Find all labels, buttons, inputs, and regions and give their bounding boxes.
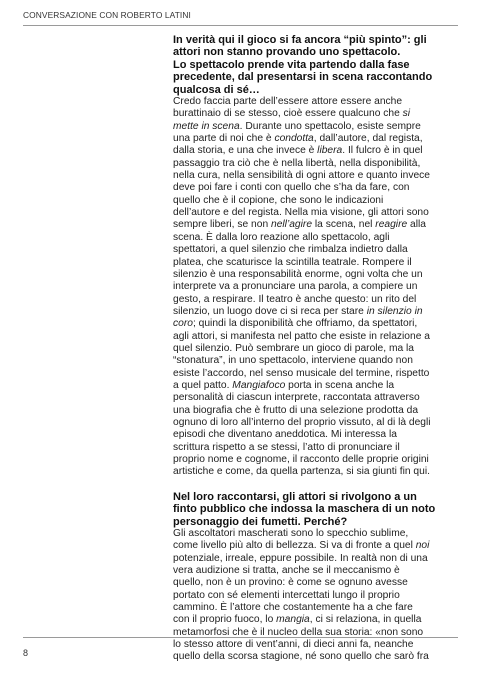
interview-question — [173, 34, 458, 96]
answer-text: , ci si relaziona, in quella — [309, 614, 422, 626]
answer-line — [173, 565, 458, 577]
answer-line — [173, 306, 458, 318]
answer-text: platea, che scaturisce la scintilla teatrale. Rompere il — [173, 256, 412, 268]
answer-line — [173, 133, 458, 145]
answer-line — [173, 195, 458, 207]
italic-text: reagire — [375, 219, 408, 231]
header-rule — [23, 25, 458, 26]
section-gap — [173, 479, 458, 491]
answer-text: personalità di ciascun interprete, raccontata attraverso — [173, 392, 420, 404]
answer-text: interprete va a pronunciare una parola, a compiere un — [173, 281, 418, 293]
italic-text: noi — [415, 540, 430, 552]
italic-text: mette in scena — [173, 120, 240, 132]
question-line: personaggio dei fumetti. Perché? — [173, 515, 348, 528]
answer-text: cammino. È l’attore che costantemente ha a che fare — [173, 601, 413, 613]
answer-text: passaggio tra ciò che è nella libertà, nella disponibilità, — [173, 157, 421, 169]
answer-line — [173, 244, 458, 256]
answer-text: porta in scena anche la — [285, 379, 395, 391]
answer-text: dell’autore e del regista. Nella mia visione, gli attori sono — [173, 207, 429, 219]
answer-text: nella cura, nella sensibilità di ogni attore e quanto invece — [173, 170, 430, 182]
question-line: In verità qui il gioco si fa ancora “più spinto”: gli — [173, 34, 427, 46]
answer-text: silenzio, un luogo dove ci si reca per stare — [173, 305, 367, 317]
answer-line — [173, 614, 458, 626]
interview-question — [173, 491, 458, 528]
italic-text: mangia — [276, 614, 310, 626]
question-line: Lo spettacolo prende vita partendo dalla fase — [173, 58, 410, 71]
answer-line — [173, 553, 458, 565]
question-line: precedente, dal presentarsi in scena raccontando — [173, 71, 433, 84]
answer-text: una biografia che è frutto di una selezione prodotta da — [173, 404, 419, 416]
answer-line — [173, 145, 458, 157]
answer-text: proprio nome e cognome, il racconto delle proprie origini — [173, 454, 429, 465]
interview-column — [173, 34, 458, 664]
answer-line — [173, 121, 458, 133]
italic-text: in silenzio in — [366, 305, 423, 317]
question-line: finto pubblico che indossa la maschera di un noto — [173, 503, 436, 516]
answer-line — [173, 392, 458, 404]
answer-line — [173, 528, 458, 540]
answer-text: metamorfosi che è il nucleo della sua storia: «non sono — [173, 626, 424, 638]
answer-text: Credo faccia parte dell’essere attore essere anche — [173, 96, 403, 108]
answer-line — [173, 257, 458, 269]
answer-text: . Il fulcro è in quel — [342, 145, 423, 157]
answer-line — [173, 170, 458, 182]
answer-line — [173, 158, 458, 170]
answer-text: scena. È dalla loro reazione allo spettacolo, agli — [173, 231, 390, 243]
answer-text: alla — [407, 219, 426, 231]
answer-line — [173, 368, 458, 380]
answer-line — [173, 417, 458, 429]
answer-text: ognuno di loro all’interno del proprio vissuto, al di là degli — [173, 416, 431, 428]
answer-text: artistiche e come, da quella partenza, si sia giunti fin qui. — [173, 466, 430, 478]
answer-text: burattinaio di se stesso, cioè essere qualcuno che — [173, 108, 403, 120]
answer-text: come livello più alto di bellezza. Si va di fronte a quel — [173, 540, 416, 552]
answer-line — [173, 466, 458, 478]
answer-line — [173, 405, 458, 417]
answer-line — [173, 294, 458, 306]
answer-text: sempre liberi, se non — [173, 219, 271, 231]
answer-line — [173, 207, 458, 219]
answer-text: spettatori, a quel silenzio che rimbalza indietro dalla — [173, 244, 408, 256]
answer-line — [173, 639, 458, 651]
answer-text: potenziale, irreale, eppure possibile. In realtà non di una — [173, 552, 428, 564]
italic-text: condotta — [274, 133, 314, 145]
answer-text: quello, non è un provino: è come se ognuno avesse — [173, 577, 408, 589]
footer-rule — [23, 637, 458, 638]
question-line: qualcosa di sé… — [173, 83, 260, 96]
answer-line — [173, 590, 458, 602]
answer-text: dalla storia, e una che invece è — [173, 145, 318, 157]
answer-line — [173, 331, 458, 343]
page-number: 8 — [23, 648, 29, 658]
answer-line — [173, 269, 458, 281]
answer-line — [173, 343, 458, 355]
answer-line — [173, 355, 458, 367]
answer-line — [173, 577, 458, 589]
answer-line — [173, 182, 458, 194]
answer-line — [173, 454, 458, 466]
answer-text: quello che è il copione, che sono le indicazioni — [173, 194, 384, 206]
answer-line — [173, 602, 458, 614]
italic-text: nell’agire — [271, 219, 313, 231]
answer-text: quel silenzio. Può sembrare un gioco di parole, ma la — [173, 342, 415, 354]
answer-text: Gli ascoltatori mascherati sono lo specchio sublime, — [173, 527, 409, 539]
answer-text: . Durante uno spettacolo, esiste sempre — [239, 120, 421, 132]
answer-line — [173, 651, 458, 663]
answer-text: esiste l’accordo, nel senso musicale del termine, rispetto — [173, 367, 430, 379]
answer-text: agli attori, si manifesta nel patto che esiste in relazione a — [173, 330, 430, 342]
running-head: CONVERSAZIONE CON ROBERTO LATINI — [23, 10, 191, 20]
italic-text: si — [402, 108, 411, 120]
italic-text: libera — [317, 145, 343, 157]
answer-line — [173, 318, 458, 330]
answer-text: lo stesso attore di vent’anni, di dieci anni fa, neanche — [173, 639, 414, 650]
answer-text: gesto, a respirare. Il teatro è anche questo: un rito del — [173, 293, 417, 305]
answer-line — [173, 281, 458, 293]
answer-text: la scena, nel — [312, 219, 376, 231]
answer-text: con il proprio fuoco, lo — [173, 614, 277, 626]
answer-line — [173, 540, 458, 552]
question-line: attori non stanno provando uno spettacolo. — [173, 46, 401, 59]
italic-text: Mangiafoco — [232, 379, 286, 391]
answer-line — [173, 442, 458, 454]
answer-line — [173, 429, 458, 441]
answer-text: scrittura rispetto a se stessi, l’atto di pronunciare il — [173, 441, 400, 453]
answer-text: “stonatura”, in uno spettacolo, interviene quando non — [173, 355, 413, 367]
answer-line — [173, 380, 458, 392]
answer-text: quello della scorsa stagione, né sono quello che sarò fra — [173, 651, 429, 663]
interview-answer — [173, 96, 458, 479]
answer-line — [173, 108, 458, 120]
question-line: Nel loro raccontarsi, gli attori si rivolgono a un — [173, 490, 417, 503]
answer-text: ; quindi la disponibilità che offriamo, da spettatori, — [192, 318, 418, 330]
answer-text: a quel patto. — [173, 379, 233, 391]
answer-line — [173, 219, 458, 231]
answer-line — [173, 232, 458, 244]
answer-text: deve poi fare i conti con quello che s’ha da fare, con — [173, 182, 410, 194]
interview-answer — [173, 528, 458, 664]
answer-text: episodi che diventano aneddotica. Mi interessa la — [173, 429, 397, 441]
answer-text: una parte di noi che è — [173, 133, 275, 145]
italic-text: coro — [173, 318, 193, 330]
answer-line — [173, 96, 458, 108]
answer-text: , dall’autore, dal regista, — [313, 133, 423, 145]
answer-text: vera audizione si tratta, anche se il meccanismo è — [173, 564, 400, 576]
answer-text: portato con sé elementi intercettati lungo il proprio — [173, 589, 400, 601]
answer-text: silenzio è una responsabilità enorme, ogni volta che un — [173, 268, 423, 280]
